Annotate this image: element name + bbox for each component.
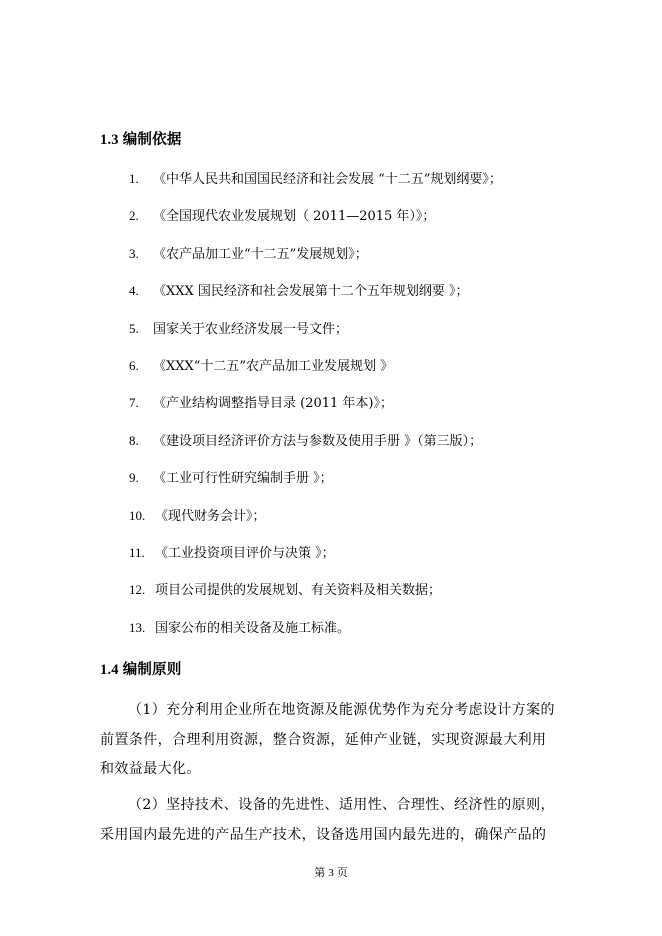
list-item <box>129 243 502 280</box>
list-item <box>129 467 502 504</box>
list-index: 12. <box>129 582 146 598</box>
section-number: 1.3 <box>100 132 119 148</box>
list-index: 2. <box>129 208 139 224</box>
list-text: 《中华人民共和国国民经济和社会发展 “十二五”规划纲要》； <box>153 172 502 187</box>
list-text: 《农产品加工业“十二五”发展规划》； <box>153 246 368 262</box>
paragraph-line: 前置条件，合理利用资源，整合资源，延伸产业链，实现资源最大利用 <box>100 731 547 748</box>
list-index: 6. <box>129 357 139 373</box>
list-text: 《现代财务会计》； <box>155 508 266 524</box>
list-text: 《XXX“十二五”农产品加工业发展规划 》 <box>153 358 394 374</box>
list-item <box>129 280 502 317</box>
paragraph-line: 采用国内最先进的产品生产技术，设备选用国内最先进的，确保产品的 <box>100 826 547 843</box>
section-heading-principles <box>100 658 182 679</box>
section-title: 编制原则 <box>122 661 182 678</box>
list-item <box>129 542 502 579</box>
list-index: 3. <box>129 245 139 261</box>
list-text: 国家关于农业经济发展一号文件； <box>153 321 349 337</box>
list-item <box>129 505 502 542</box>
paragraph-line: 和效益最大化。 <box>100 761 201 777</box>
list-item <box>129 617 502 654</box>
list-text: 项目公司提供的发展规划、有关资料及相关数据； <box>155 583 442 599</box>
list-index: 10. <box>129 507 146 523</box>
list-index: 11. <box>129 544 145 560</box>
footer-suffix: 页 <box>336 866 348 879</box>
list-text: 《全国现代农业发展规划（ 2011—2015 年）》； <box>153 209 436 225</box>
list-item <box>129 579 502 616</box>
list-item <box>129 430 502 467</box>
list-text: 《建设项目经济评价方法与参数及使用手册 》（第三版）； <box>153 433 483 449</box>
list-text: 《工业可行性研究编制手册 》； <box>153 471 333 487</box>
list-index: 8. <box>129 432 139 448</box>
list-index: 13. <box>129 619 146 635</box>
list-index: 1. <box>129 171 139 186</box>
list-text: 《XXX 国民经济和社会发展第十二个五年规划纲要 》； <box>153 284 469 300</box>
list-item <box>129 318 502 355</box>
list-index: 9. <box>129 470 139 486</box>
list-index: 7. <box>129 395 139 411</box>
paragraph-line: （2）坚持技术、设备的先进性、适用性、合理性、经济性的原则， <box>128 797 555 813</box>
basis-list <box>129 168 502 654</box>
list-item <box>129 355 502 392</box>
page-number: 3 <box>328 867 334 879</box>
list-item <box>129 205 502 242</box>
paragraph-line: （1）充分利用企业所在地资源及能源优势作为充分考虑设计方案的 <box>128 702 555 718</box>
list-item <box>129 392 502 429</box>
list-item <box>129 168 502 205</box>
list-text: 《工业投资项目评价与决策 》； <box>155 545 335 561</box>
list-text: 国家公布的相关设备及施工标准。 <box>155 620 351 636</box>
principle-paragraph-2 <box>100 791 560 850</box>
footer-prefix: 第 <box>314 866 326 879</box>
list-text: 《产业结构调整指导目录 (2011 年本)》； <box>153 396 393 412</box>
principle-paragraph-1 <box>100 696 560 785</box>
section-number: 1.4 <box>100 662 119 678</box>
page-footer <box>0 864 662 880</box>
list-index: 5. <box>129 320 139 336</box>
list-index: 4. <box>129 283 139 299</box>
section-heading-basis <box>100 128 182 149</box>
section-title: 编制依据 <box>122 131 182 148</box>
